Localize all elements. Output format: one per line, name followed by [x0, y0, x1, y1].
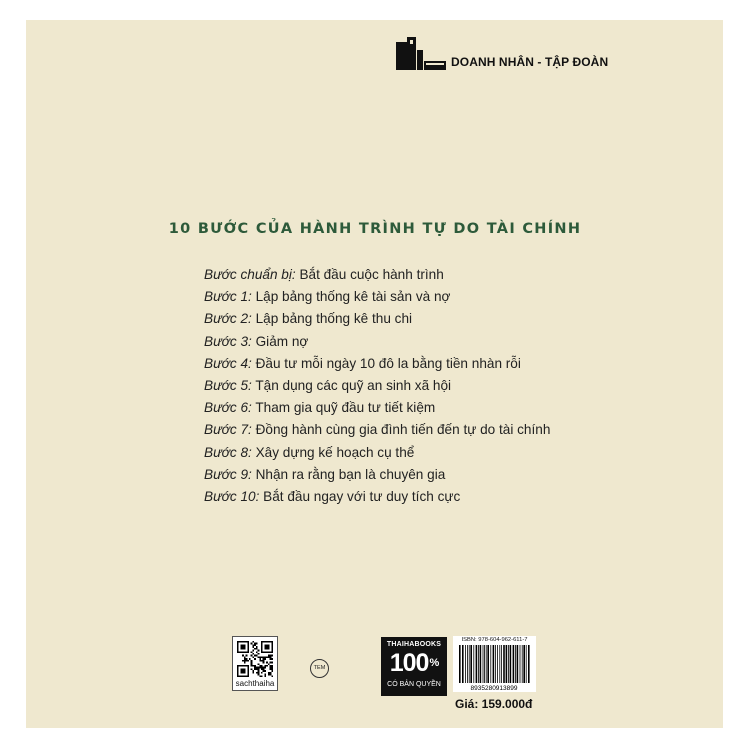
badge-number: 100%: [389, 649, 439, 677]
book-title: 10 BƯỚC CỦA HÀNH TRÌNH TỰ DO TÀI CHÍNH: [168, 221, 582, 237]
tem-stamp: TEM: [310, 659, 329, 678]
publisher-block: [396, 36, 608, 70]
qr-code-icon: [237, 641, 273, 677]
step-text: Nhận ra rằng bạn là chuyên gia: [255, 466, 446, 482]
step-text: Đồng hành cùng gia đình tiến đến tự do tài chính: [255, 422, 551, 438]
copyright-badge: [381, 637, 447, 696]
steps-list: [204, 264, 550, 508]
barcode-icon: [457, 645, 532, 691]
price-label: Giá: 159.000đ: [455, 697, 533, 711]
step-label: Bước 8:: [204, 444, 252, 460]
step-text: Tham gia quỹ đầu tư tiết kiệm: [255, 400, 436, 416]
step-item: [204, 442, 550, 464]
step-label: Bước 5:: [204, 377, 252, 393]
step-item: [204, 419, 550, 441]
step-text: Đầu tư mỗi ngày 10 đô la bằng tiền nhàn rỗi: [255, 355, 521, 371]
step-text: Lập bảng thống kê tài sản và nợ: [255, 289, 451, 305]
step-label: Bước chuẩn bị:: [204, 267, 296, 282]
step-label: Bước 10:: [204, 488, 260, 504]
publisher-name: DOANH NHÂN - TẬP ĐOÀN: [451, 55, 609, 69]
badge-subtitle: CÓ BẢN QUYỀN: [387, 681, 441, 688]
step-label: Bước 4:: [204, 355, 252, 371]
step-item: [204, 464, 550, 486]
step-label: Bước 1:: [204, 289, 252, 305]
step-item: [204, 331, 550, 353]
step-text: Bắt đầu ngay với tư duy tích cực: [263, 488, 461, 504]
step-item: [204, 375, 550, 397]
step-item: [204, 353, 550, 375]
step-text: Bắt đầu cuộc hành trình: [299, 267, 444, 282]
qr-code-box: [232, 636, 278, 691]
step-label: Bước 2:: [204, 311, 252, 327]
isbn-text: ISBN: 978-604-962-611-7: [461, 637, 528, 643]
isbn-barcode-box: [453, 636, 536, 692]
badge-brand: THAIHABOOKS: [386, 641, 442, 648]
step-label: Bước 3:: [204, 333, 252, 349]
qr-label: sachthaiha: [235, 679, 275, 688]
step-text: Giảm nợ: [255, 333, 309, 349]
step-text: Tận dụng các quỹ an sinh xã hội: [255, 377, 452, 393]
step-item: [204, 308, 550, 330]
step-label: Bước 6:: [204, 400, 252, 416]
barcode-number: 8935280913899: [470, 685, 518, 691]
step-item: [204, 286, 550, 308]
step-item: [204, 397, 550, 419]
step-item: [204, 264, 550, 286]
step-item: [204, 486, 550, 508]
thaiha-books-logo-icon: [396, 36, 446, 70]
step-text: Xây dựng kế hoạch cụ thể: [255, 444, 415, 460]
step-label: Bước 9:: [204, 466, 252, 482]
step-label: Bước 7:: [204, 422, 252, 438]
step-text: Lập bảng thống kê thu chi: [255, 311, 413, 327]
